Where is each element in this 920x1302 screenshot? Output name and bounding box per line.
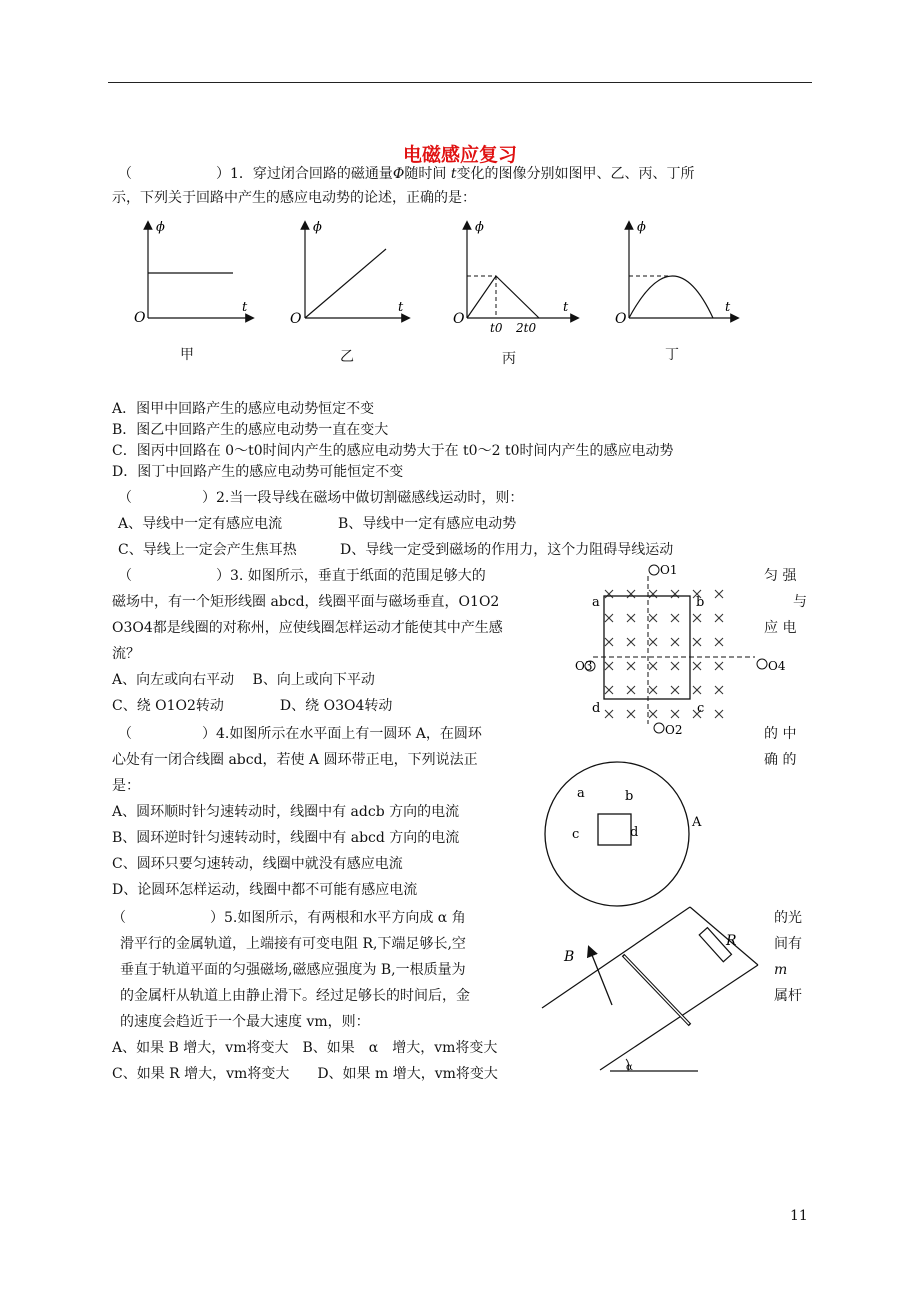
q3-line3-end: 应 电 xyxy=(764,620,797,636)
yi-y-label: ϕ xyxy=(313,220,322,235)
q5-line1-end: 的光 xyxy=(774,910,802,926)
o3-label: O3 xyxy=(575,659,593,673)
q5-figure xyxy=(540,905,760,1080)
corner-d: d xyxy=(592,701,601,716)
q4-label-d: d xyxy=(630,825,639,840)
bing-tick-t0: t0 xyxy=(490,321,503,335)
page-title: 电磁感应复习 xyxy=(402,144,517,166)
ding-arch-curve xyxy=(629,276,713,318)
q5-options-ab: A、如果 B 增大，vm将变大 B、如果 α 增大，vm将变大 xyxy=(112,1040,498,1056)
q1-phi-symbol: Φ xyxy=(392,166,405,182)
corner-b: b xyxy=(696,595,705,610)
o4-marker xyxy=(757,659,767,669)
jia-y-label: ϕ xyxy=(156,220,165,235)
graph-label-bing: 丙 xyxy=(502,351,516,367)
q2-option-a: A、导线中一定有感应电流 xyxy=(118,516,283,532)
q3-line2-end: 与 xyxy=(793,594,807,610)
q4-line2: 心处有一闭合线圈 abcd，若使 A 圆环带正电，下列说法正 xyxy=(112,752,478,768)
q2-option-d: D、导线一定受到磁场的作用力，这个力阻碍导线运动 xyxy=(340,542,674,558)
q4-label-a: a xyxy=(577,786,585,801)
q4-option-a: A、圆环顺时针匀速转动时，线圈中有 adcb 方向的电流 xyxy=(112,804,460,820)
q5-line1: （ ）5.如图所示，有两根和水平方向成 α 角 xyxy=(112,910,466,926)
graph-yi xyxy=(290,220,406,327)
yi-rising-line xyxy=(305,249,386,318)
q1-stem-text-3: 变化的图像分别如图甲、乙、丙、丁所 xyxy=(456,166,695,182)
q5-line3: 垂直于轨道平面的匀强磁场,磁感应强度为 B,一根质量为 xyxy=(120,962,466,978)
bing-origin: O xyxy=(453,311,465,327)
q1-graphs xyxy=(130,215,750,335)
coil-abcd xyxy=(604,596,690,699)
q4-figure xyxy=(535,760,715,910)
q5-line4: 的金属杆从轨道上由静止滑下。经过足够长的时间后，金 xyxy=(120,988,470,1004)
corner-a: a xyxy=(592,595,600,610)
coil-abcd-small xyxy=(598,814,631,845)
corner-c: c xyxy=(697,701,705,716)
q1-option-a: A．图甲中回路产生的感应电动势恒定不变 xyxy=(112,401,375,417)
q2-option-b: B、导线中一定有感应电动势 xyxy=(338,516,517,532)
graph-jia xyxy=(134,220,250,326)
q5-line5: 的速度会趋近于一个最大速度 vm，则： xyxy=(120,1014,370,1030)
graph-ding xyxy=(615,220,735,327)
q1-stem-line2: 示，下列关于回路中产生的感应电动势的论述，正确的是： xyxy=(112,190,476,206)
o2-label: O2 xyxy=(665,723,683,737)
q4-option-d: D、论圆环怎样运动，线圈中都不可能有感应电流 xyxy=(112,882,418,898)
q4-line1: （ ）4.如图所示在水平面上有一圆环 A，在圆环 xyxy=(118,726,482,742)
q5-line3-end: m xyxy=(774,962,788,978)
o2-marker xyxy=(654,723,664,733)
b-field-label: B xyxy=(564,949,575,965)
q3-line1-end: 匀 强 xyxy=(764,568,797,584)
q4-line2-end: 确 的 xyxy=(764,752,797,768)
q2-option-c: C、导线上一定会产生焦耳热 xyxy=(118,542,297,558)
q3-options-cd: C、绕 O1O2转动 D、绕 O3O4转动 xyxy=(112,698,393,714)
q5-options-cd: C、如果 R 增大，vm将变大 D、如果 m 增大，vm将变大 xyxy=(112,1066,498,1082)
q4-label-c: c xyxy=(572,827,580,842)
q3-line1: （ ）3. 如图所示，垂直于纸面的范围足够大的 xyxy=(118,568,486,584)
ring-a xyxy=(545,762,689,906)
b-field-arrow xyxy=(590,950,612,1005)
bing-triangle-line xyxy=(467,276,539,318)
yi-origin: O xyxy=(290,311,302,327)
q1-option-c: C．图丙中回路在 0～t0时间内产生的感应电动势大于在 t0～2 t0时间内产生的感应电动势 xyxy=(112,443,674,459)
q4-line1-end: 的 中 xyxy=(764,726,797,742)
q5-line4-end: 属杆 xyxy=(774,988,802,1004)
q4-option-b: B、圆环逆时针匀速转动时，线圈中有 abcd 方向的电流 xyxy=(112,830,460,846)
yi-x-label: t xyxy=(398,300,404,315)
rail-lower xyxy=(600,965,758,1070)
graph-label-yi: 乙 xyxy=(340,349,354,365)
o1-marker xyxy=(649,565,659,575)
q1-option-d: D．图丁中回路产生的感应电动势可能恒定不变 xyxy=(112,464,404,480)
alpha-label: α xyxy=(626,1062,633,1073)
jia-origin: O xyxy=(134,310,146,326)
ring-label-a: A xyxy=(692,815,702,830)
graph-label-jia: 甲 xyxy=(180,347,194,363)
resistor-label: R xyxy=(726,933,737,949)
q5-line2: 滑平行的金属轨道，上端接有可变电阻 R,下端足够长,空 xyxy=(120,936,466,952)
o4-label: O4 xyxy=(768,659,786,673)
header-rule xyxy=(108,82,812,83)
ding-x-label: t xyxy=(725,300,731,315)
q2-stem: （ ）2.当一段导线在磁场中做切割磁感线运动时，则： xyxy=(118,490,524,506)
q3-line4: 流？ xyxy=(112,646,140,662)
bing-x-label: t xyxy=(563,300,569,315)
q1-stem-text-2: 随时间 xyxy=(404,166,447,182)
q4-line3: 是： xyxy=(112,778,140,794)
bing-tick-2t0: 2t0 xyxy=(516,321,537,335)
bing-y-label: ϕ xyxy=(475,220,484,235)
q4-label-b: b xyxy=(625,789,634,804)
graph-bing xyxy=(453,220,575,335)
jia-x-label: t xyxy=(242,300,248,315)
ding-y-label: ϕ xyxy=(637,220,646,235)
graph-label-ding: 丁 xyxy=(665,347,679,363)
q4-option-c: C、圆环只要匀速转动，线圈中就没有感应电流 xyxy=(112,856,403,872)
q5-line2-end: 间有 xyxy=(774,936,802,952)
ding-origin: O xyxy=(615,311,627,327)
q3-line2: 磁场中，有一个矩形线圈 abcd，线圈平面与磁场垂直，O1O2 xyxy=(112,594,500,610)
q1-stem-line1 xyxy=(118,164,694,184)
q1-option-b: B．图乙中回路产生的感应电动势一直在变大 xyxy=(112,422,389,438)
o1-label: O1 xyxy=(660,563,678,577)
q1-t-symbol: t xyxy=(450,166,457,182)
q1-stem-text: （ ）1．穿过闭合回路的磁通量 xyxy=(118,166,393,182)
q3-line3: O3O4都是线圈的对称州，应使线圈怎样运动才能使其中产生感 xyxy=(112,620,503,636)
q3-options-ab: A、向左或向右平动 B、向上或向下平动 xyxy=(112,672,375,688)
page-number: 11 xyxy=(790,1208,808,1224)
